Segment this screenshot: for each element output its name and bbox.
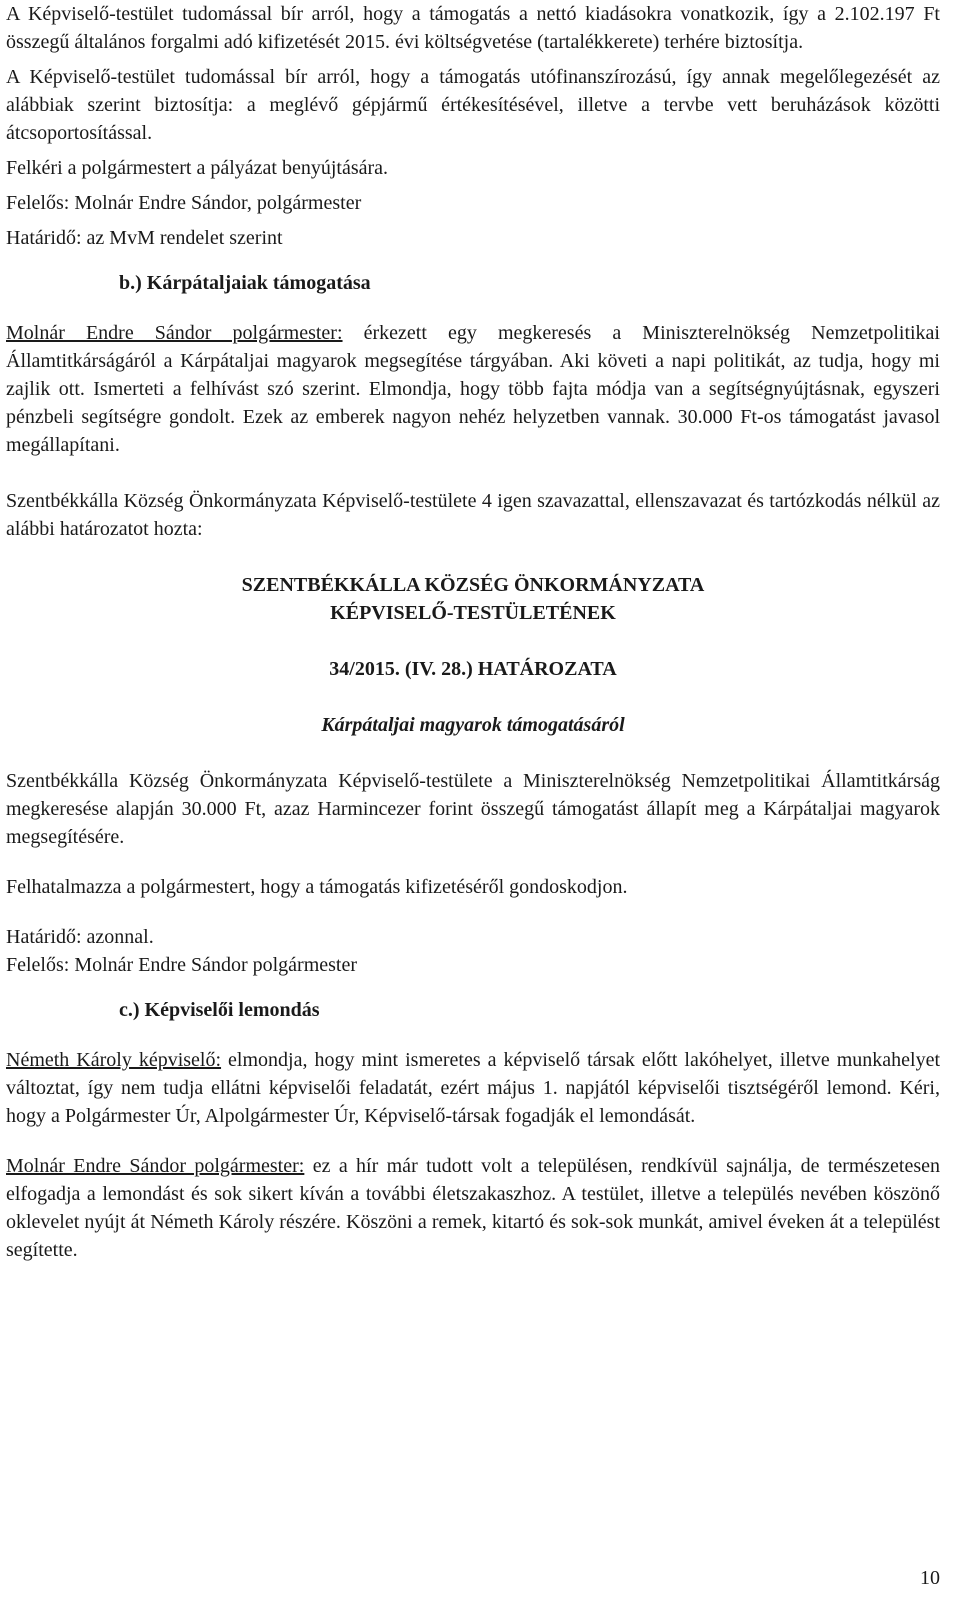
document-page xyxy=(6,0,940,1264)
council-name-line1: SZENTBÉKKÁLLA KÖZSÉG ÖNKORMÁNYZATA xyxy=(241,574,705,596)
section-c-heading: c.) Képviselői lemondás xyxy=(119,999,320,1021)
speaker-name-c1: Németh Károly képviselő: xyxy=(6,1049,222,1071)
page-number: 10 xyxy=(920,1567,940,1589)
speech-text-c1: elmondja, hogy mint ismeretes a képviselő társak előtt lakóhelyet, illetve munkahelyet változtat, így nem tudja ellátni képviselői feladatát, ezért május 1. napjától képviselői tisztségéről lemond. Kéri, hogy a Polgármester Úr, Alpolgármester Úr, Képviselő-társak fogadják el lemondását. xyxy=(6,1049,940,1127)
deadline-line-b: Határidő: azonnal. xyxy=(6,926,154,948)
speech-paragraph-b xyxy=(6,319,940,459)
resolution-number: 34/2015. (IV. 28.) HATÁROZATA xyxy=(329,658,617,680)
speech-paragraph-c1 xyxy=(6,1046,940,1130)
vote-paragraph: Szentbékkálla Község Önkormányzata Képviselő-testülete 4 igen szavazattal, ellenszavazat és tartózkodás nélkül az alábbi határozatot hozta: xyxy=(6,490,940,540)
deadline-line-a: Határidő: az MvM rendelet szerint xyxy=(6,227,283,249)
intro-paragraph-vat: A Képviselő-testület tudomással bír arról, hogy a támogatás a nettó kiadásokra vonatkozik, így a 2.102.197 Ft összegű általános forgalmi adó kifizetését 2015. évi költségvetése (tartalékkerete) terhére biztosítja. xyxy=(6,3,940,53)
resolution-body: Szentbékkálla Község Önkormányzata Képviselő-testülete a Miniszterelnökség Nemzetpolitikai Államtitkárság megkeresése alapján 30.000 Ft, azaz Harmincezer forint összegű támogatást állapít meg a Kárpátaljai magyarok megsegítésére. xyxy=(6,770,940,848)
request-paragraph: Felkéri a polgármestert a pályázat benyújtására. xyxy=(6,157,389,179)
responsible-line-b: Felelős: Molnár Endre Sándor polgármester xyxy=(6,954,358,976)
intro-paragraph-prefinancing: A Képviselő-testület tudomással bír arról, hogy a támogatás utófinanszírozású, így annak megelőlegezését az alábbiak szerint biztosítja: a meglévő gépjármű értékesítésével, illetve a tervbe vett beruházások közötti átcsoportosítással. xyxy=(6,66,940,144)
authorization-paragraph: Felhatalmazza a polgármestert, hogy a támogatás kifizetéséről gondoskodjon. xyxy=(6,876,628,898)
responsible-line-a: Felelős: Molnár Endre Sándor, polgármester xyxy=(6,192,362,214)
speaker-name-c2: Molnár Endre Sándor polgármester: xyxy=(6,1155,305,1177)
resolution-title: Kárpátaljai magyarok támogatásáról xyxy=(321,714,625,736)
speech-text-c2: ez a hír már tudott volt a településen, rendkívül sajnálja, de természetesen elfogadja a lemondást és sok sikert kíván a további életszakaszhoz. A testület, illetve a település nevében köszönő oklevelet nyújt át Németh Károly részére. Köszöni a remek, kitartó és sok-sok munkát, amivel éveken át a települést segítette. xyxy=(6,1155,940,1261)
council-name-line2: KÉPVISELŐ-TESTÜLETÉNEK xyxy=(330,602,616,624)
section-b-heading: b.) Kárpátaljaiak támogatása xyxy=(119,272,371,294)
speech-paragraph-c2 xyxy=(6,1152,940,1264)
speaker-name-b: Molnár Endre Sándor polgármester: xyxy=(6,322,343,344)
speech-text-b: érkezett egy megkeresés a Miniszterelnökség Nemzetpolitikai Államtitkárságáról a Kárpátaljai magyarok megsegítése tárgyában. Aki követi a napi politikát, az tudja, hogy mi zajlik ott. Ismerteti a felhívást szó szerint. Elmondja, hogy több fajta módja van a segítségnyújtásnak, egyszeri pénzbeli segítségre gondolt. Ezek az emberek nagyon nehéz helyzetben vannak. 30.000 Ft-os támogatást javasol megállapítani. xyxy=(6,322,940,456)
